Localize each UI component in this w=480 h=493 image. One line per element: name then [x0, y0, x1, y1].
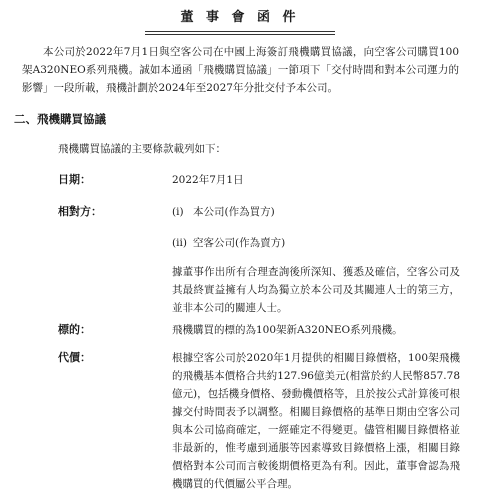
- date-value: 2022年7月1日: [172, 174, 244, 186]
- date-label: 日期：: [58, 173, 91, 186]
- party-index: (ii): [172, 237, 187, 249]
- section-heading: 二、飛機購買協議: [14, 112, 106, 126]
- subject-value: 飛機購買的標的為100架新A320NEO系列飛機。: [172, 324, 403, 336]
- party-index: (i): [172, 206, 184, 218]
- intro-paragraph: 本公司於2022年7月1日與空客公司在中國上海簽訂飛機購買協議，向空客公司購買100架A320NEO系列飛機。誠如本通函「飛機購買協議」一節項下「交付時間和對本公司運力的影響」一段所載，飛機計劃於2024年至2027年分批交付予本公司。: [22, 46, 459, 94]
- consideration-value: 根據空客公司於2020年1月提供的相關目錄價格，100架飛機的飛機基本價格合共約127.96億美元(相當於約人民幣857.78億元)，包括機身價格、發動機價格等，且於按公式計算後可根據交付時間表予以調整。相關目錄價格的基準日期由空客公司與本公司協商確定，一經確定不得變更。儘管相關目錄價格並非最新的，惟考慮到通脹等因素導致目錄價格上漲，相關目錄價格對本公司而言較後期價格更為有利。因此，董事會認為飛機購買的代價屬公平合理。: [172, 352, 460, 490]
- party-seller: 空客公司(作為賣方): [193, 237, 286, 249]
- subject-label: 標的：: [58, 323, 91, 336]
- party-buyer: 本公司(作為買方): [193, 206, 275, 218]
- title-divider-top: [145, 31, 335, 32]
- consideration-label: 代價：: [58, 351, 91, 364]
- parties-note: 據董事作出所有合理查詢後所深知、獲悉及確信，空客公司及其最終實益擁有人均為獨立於本公司及其關連人士的第三方，並非本公司的關連人士。: [172, 266, 460, 314]
- lead-paragraph: 飛機購買協議的主要條款載列如下：: [58, 143, 226, 155]
- title-divider-bottom: [145, 34, 335, 35]
- page-title: 董 事 會 函 件: [180, 10, 300, 25]
- parties-label: 相對方：: [58, 205, 102, 218]
